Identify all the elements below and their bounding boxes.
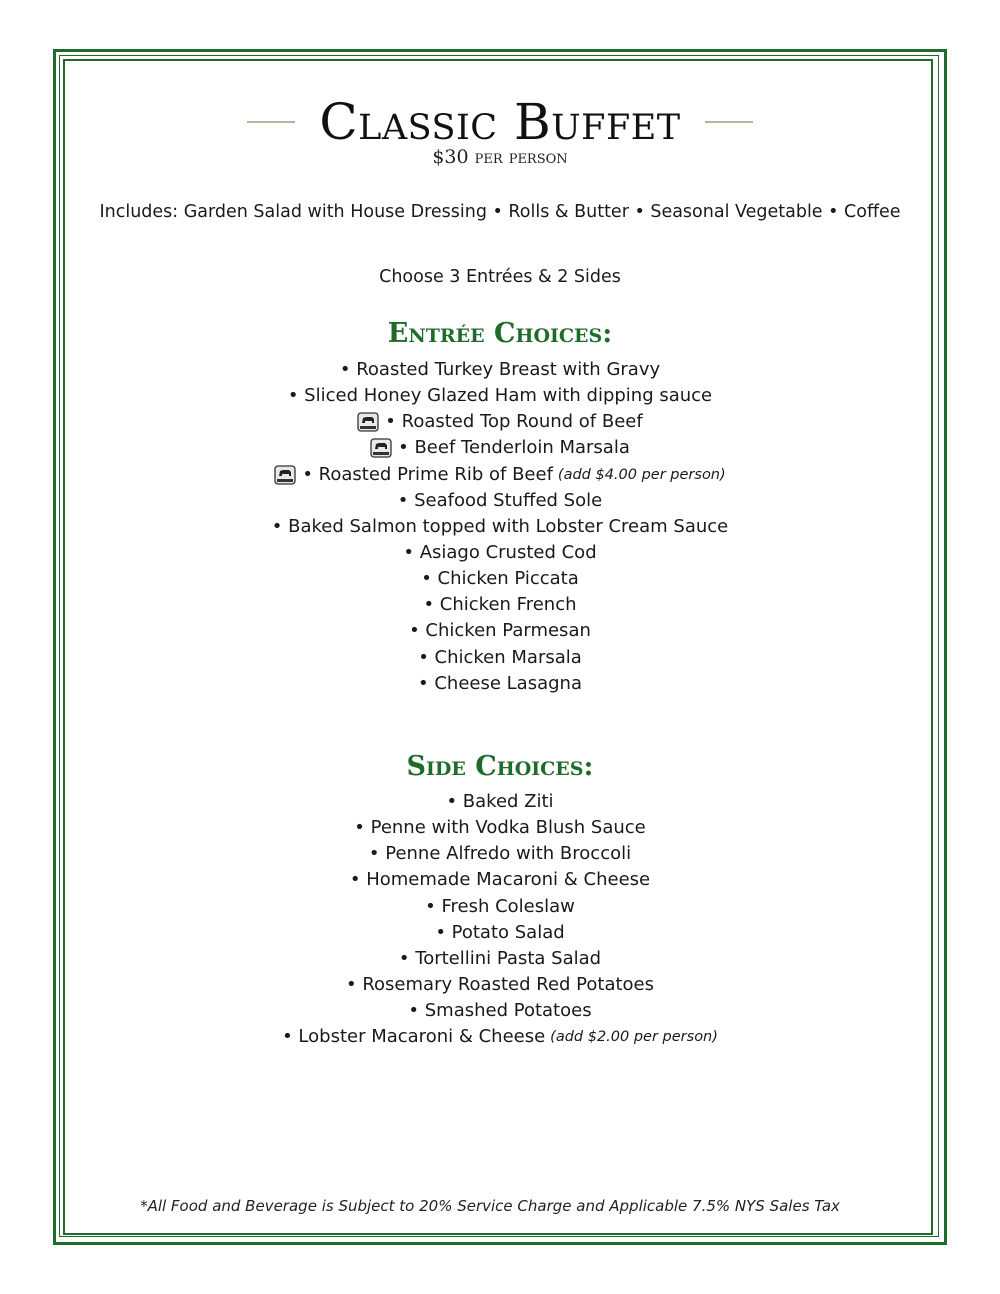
side-item <box>0 920 1000 946</box>
entree-item-label: • Chicken Parmesan <box>409 620 591 642</box>
entree-item <box>0 383 1000 409</box>
side-item <box>0 998 1000 1024</box>
includes-line: Includes: Garden Salad with House Dressing • Rolls & Butter • Seasonal Vegetable • Coffee <box>99 202 901 222</box>
side-item <box>0 867 1000 893</box>
side-item <box>0 1024 1000 1050</box>
entree-item-label: • Asiago Crusted Cod <box>403 542 597 564</box>
side-item-label: • Baked Ziti <box>446 791 554 813</box>
title-rule-right <box>705 121 753 123</box>
choose-instruction: Choose 3 Entrées & 2 Sides <box>379 267 621 287</box>
side-item <box>0 789 1000 815</box>
entree-item <box>0 357 1000 383</box>
entree-item <box>0 435 1000 461</box>
side-item-label: • Rosemary Roasted Red Potatoes <box>346 974 654 996</box>
side-item <box>0 894 1000 920</box>
entree-item <box>0 618 1000 644</box>
entree-item <box>0 540 1000 566</box>
side-item <box>0 946 1000 972</box>
entree-item-label: • Beef Tenderloin Marsala <box>398 437 630 459</box>
entree-item-label: • Roasted Prime Rib of Beef <box>302 463 553 485</box>
side-item <box>0 841 1000 867</box>
side-list <box>0 789 1000 1050</box>
entree-item <box>0 462 1000 488</box>
side-item-label: • Homemade Macaroni & Cheese <box>349 869 651 891</box>
side-item <box>0 815 1000 841</box>
entree-item-label: • Chicken Marsala <box>418 646 582 668</box>
entree-item <box>0 409 1000 435</box>
beef-badge-icon <box>370 437 392 459</box>
entree-item-label: • Sliced Honey Glazed Ham with dipping sauce <box>287 385 713 407</box>
side-item-label: • Penne with Vodka Blush Sauce <box>354 817 646 839</box>
side-item-label: • Penne Alfredo with Broccoli <box>368 843 632 865</box>
entree-list <box>0 357 1000 697</box>
title-row <box>0 92 1000 152</box>
entree-item-label: • Baked Salmon topped with Lobster Cream Sauce <box>271 515 729 537</box>
side-item <box>0 972 1000 998</box>
entree-item <box>0 592 1000 618</box>
side-item-label: • Potato Salad <box>435 921 565 943</box>
side-item-label: • Tortellini Pasta Salad <box>398 947 602 969</box>
entree-item-label: • Cheese Lasagna <box>418 672 582 694</box>
entree-item-label: • Roasted Top Round of Beef <box>385 411 643 433</box>
side-item-label: • Smashed Potatoes <box>408 1000 592 1022</box>
price: $30 per person <box>432 146 568 168</box>
entree-heading: Entrée Choices: <box>387 318 613 349</box>
entree-item <box>0 514 1000 540</box>
entree-item-surcharge: (add $4.00 per person) <box>557 466 726 483</box>
entree-item <box>0 566 1000 592</box>
entree-item <box>0 645 1000 671</box>
entree-item <box>0 671 1000 697</box>
side-heading: Side Choices: <box>406 751 594 782</box>
entree-item-label: • Roasted Turkey Breast with Gravy <box>339 359 661 381</box>
side-item-surcharge: (add $2.00 per person) <box>550 1029 718 1046</box>
side-item-label: • Fresh Coleslaw <box>425 895 575 917</box>
beef-badge-icon <box>274 464 296 486</box>
beef-badge-icon <box>357 411 379 433</box>
title-rule-left <box>247 121 295 123</box>
side-item-label: • Lobster Macaroni & Cheese <box>282 1026 546 1048</box>
entree-item-label: • Seafood Stuffed Sole <box>397 489 603 511</box>
entree-item <box>0 488 1000 514</box>
entree-item-label: • Chicken Piccata <box>421 568 579 590</box>
footer-note: *All Food and Beverage is Subject to 20% Service Charge and Applicable 7.5% NYS Sales Tax <box>140 1197 840 1215</box>
entree-item-label: • Chicken French <box>423 594 577 616</box>
page-title: Classic Buffet <box>319 93 681 151</box>
